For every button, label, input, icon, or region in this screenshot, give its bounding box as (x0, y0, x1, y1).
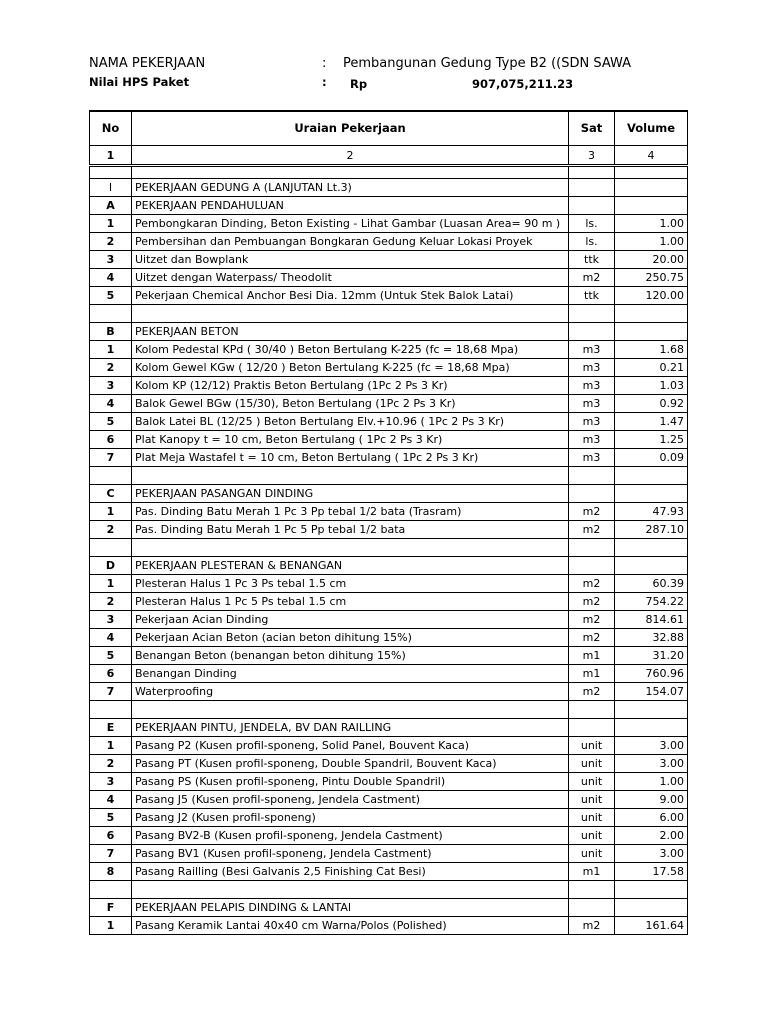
row-description: Pasang PS (Kusen profil-sponeng, Pintu Double Spandril) (132, 773, 569, 791)
row-no (90, 701, 132, 719)
row-description (132, 701, 569, 719)
row-unit: unit (569, 773, 615, 791)
row-unit: m2 (569, 629, 615, 647)
table-row (90, 755, 688, 773)
row-volume (615, 539, 688, 557)
table-row (90, 845, 688, 863)
row-volume: 9.00 (615, 791, 688, 809)
row-volume: 754.22 (615, 593, 688, 611)
row-description: Pekerjaan Acian Dinding (132, 611, 569, 629)
row-unit: m1 (569, 863, 615, 881)
row-no: 7 (90, 449, 132, 467)
row-no: B (90, 323, 132, 341)
blank-row (90, 701, 688, 719)
row-no: 5 (90, 413, 132, 431)
row-unit: m3 (569, 413, 615, 431)
col-header-sat: Sat (569, 111, 615, 146)
col-header-uraian: Uraian Pekerjaan (132, 111, 569, 146)
row-no: 1 (90, 215, 132, 233)
row-volume: 814.61 (615, 611, 688, 629)
hps-value: 907,075,211.23 (472, 77, 574, 91)
row-unit: m3 (569, 431, 615, 449)
row-description: PEKERJAAN PENDAHULUAN (132, 197, 569, 215)
row-volume: 0.09 (615, 449, 688, 467)
row-unit (569, 166, 615, 179)
col-number-2: 2 (132, 146, 569, 166)
row-no: 2 (90, 593, 132, 611)
row-description (132, 539, 569, 557)
table-row (90, 917, 688, 935)
row-volume (615, 899, 688, 917)
row-description: Waterproofing (132, 683, 569, 701)
row-unit: m3 (569, 449, 615, 467)
row-no: 6 (90, 431, 132, 449)
row-volume: 154.07 (615, 683, 688, 701)
row-no: 3 (90, 251, 132, 269)
row-volume: 1.03 (615, 377, 688, 395)
section-row (90, 485, 688, 503)
row-description: Plesteran Halus 1 Pc 5 Ps tebal 1.5 cm (132, 593, 569, 611)
row-no: 5 (90, 809, 132, 827)
row-volume: 1.00 (615, 773, 688, 791)
row-volume: 1.00 (615, 233, 688, 251)
row-unit: ls. (569, 215, 615, 233)
hps-label: Nilai HPS Paket (89, 75, 190, 89)
row-unit (569, 539, 615, 557)
table-row (90, 665, 688, 683)
row-description (132, 305, 569, 323)
row-description: Pasang PT (Kusen profil-sponeng, Double Spandril, Bouvent Kaca) (132, 755, 569, 773)
row-volume: 3.00 (615, 737, 688, 755)
row-volume: 2.00 (615, 827, 688, 845)
row-description: Plesteran Halus 1 Pc 3 Ps tebal 1.5 cm (132, 575, 569, 593)
row-description: Pekerjaan Chemical Anchor Besi Dia. 12mm (Untuk Stek Balok Latai) (132, 287, 569, 305)
row-description (132, 881, 569, 899)
row-no: 2 (90, 755, 132, 773)
row-unit (569, 323, 615, 341)
row-volume (615, 881, 688, 899)
col-number-4: 4 (615, 146, 688, 166)
row-description: Plat Meja Wastafel t = 10 cm, Beton Bertulang ( 1Pc 2 Ps 3 Kr) (132, 449, 569, 467)
table-row (90, 341, 688, 359)
boq-table (89, 110, 688, 935)
row-unit (569, 701, 615, 719)
row-unit: m3 (569, 341, 615, 359)
row-unit: unit (569, 809, 615, 827)
blank-row (90, 467, 688, 485)
row-description: PEKERJAAN PLESTERAN & BENANGAN (132, 557, 569, 575)
row-unit: m3 (569, 377, 615, 395)
row-no: 8 (90, 863, 132, 881)
row-description: Pasang BV2-B (Kusen profil-sponeng, Jendela Castment) (132, 827, 569, 845)
table-row (90, 863, 688, 881)
hps-currency: Rp (350, 77, 368, 91)
table-row (90, 629, 688, 647)
row-volume: 3.00 (615, 845, 688, 863)
row-no (90, 166, 132, 179)
col-number-3: 3 (569, 146, 615, 166)
section-row (90, 719, 688, 737)
table-row (90, 683, 688, 701)
row-unit: m2 (569, 521, 615, 539)
row-no: 5 (90, 287, 132, 305)
row-unit (569, 485, 615, 503)
row-no: 7 (90, 683, 132, 701)
project-name-value: Pembangunan Gedung Type B2 ((SDN SAWA (343, 56, 632, 71)
row-volume: 250.75 (615, 269, 688, 287)
row-unit: unit (569, 827, 615, 845)
row-description: Pasang P2 (Kusen profil-sponeng, Solid Panel, Bouvent Kaca) (132, 737, 569, 755)
row-unit (569, 467, 615, 485)
row-volume: 20.00 (615, 251, 688, 269)
table-header-row (90, 111, 688, 146)
row-no: 1 (90, 341, 132, 359)
table-row (90, 431, 688, 449)
row-no: 2 (90, 233, 132, 251)
row-description: Pasang Railling (Besi Galvanis 2,5 Finishing Cat Besi) (132, 863, 569, 881)
row-volume (615, 197, 688, 215)
row-no: 3 (90, 611, 132, 629)
col-header-volume: Volume (615, 111, 688, 146)
column-number-row (90, 146, 688, 166)
row-volume: 760.96 (615, 665, 688, 683)
row-unit: unit (569, 755, 615, 773)
row-no: A (90, 197, 132, 215)
section-row (90, 179, 688, 197)
row-description: Pembersihan dan Pembuangan Bongkaran Gedung Keluar Lokasi Proyek (132, 233, 569, 251)
row-volume: 1.47 (615, 413, 688, 431)
row-description: PEKERJAAN PINTU, JENDELA, BV DAN RAILLING (132, 719, 569, 737)
row-volume: 0.92 (615, 395, 688, 413)
row-unit: m3 (569, 395, 615, 413)
row-unit: m2 (569, 269, 615, 287)
row-no: 4 (90, 791, 132, 809)
row-description (132, 467, 569, 485)
row-unit (569, 305, 615, 323)
row-description: Benangan Beton (benangan beton dihitung 15%) (132, 647, 569, 665)
table-row (90, 413, 688, 431)
table-row (90, 449, 688, 467)
row-volume: 287.10 (615, 521, 688, 539)
row-unit: m2 (569, 575, 615, 593)
row-unit (569, 899, 615, 917)
row-volume: 47.93 (615, 503, 688, 521)
row-unit: m2 (569, 593, 615, 611)
row-no: 7 (90, 845, 132, 863)
row-description: Pasang J2 (Kusen profil-sponeng) (132, 809, 569, 827)
project-name-colon: : (322, 56, 327, 71)
row-unit: m1 (569, 647, 615, 665)
row-unit: m2 (569, 683, 615, 701)
table-row (90, 773, 688, 791)
row-no: E (90, 719, 132, 737)
hps-colon: : (322, 75, 327, 89)
row-volume: 3.00 (615, 755, 688, 773)
row-no: I (90, 179, 132, 197)
row-no: 4 (90, 269, 132, 287)
row-volume (615, 557, 688, 575)
row-description: Pembongkaran Dinding, Beton Existing - Lihat Gambar (Luasan Area= 90 m ) (132, 215, 569, 233)
row-description: Balok Gewel BGw (15/30), Beton Bertulang (1Pc 2 Ps 3 Kr) (132, 395, 569, 413)
row-volume (615, 719, 688, 737)
row-volume (615, 323, 688, 341)
row-no: 5 (90, 647, 132, 665)
row-volume: 17.58 (615, 863, 688, 881)
row-no: 4 (90, 395, 132, 413)
table-row (90, 791, 688, 809)
row-description: PEKERJAAN BETON (132, 323, 569, 341)
row-unit (569, 179, 615, 197)
row-volume (615, 166, 688, 179)
row-no: 1 (90, 737, 132, 755)
table-row (90, 251, 688, 269)
row-unit: ttk (569, 287, 615, 305)
table-row (90, 359, 688, 377)
row-description: PEKERJAAN GEDUNG A (LANJUTAN Lt.3) (132, 179, 569, 197)
blank-row (90, 539, 688, 557)
row-unit (569, 197, 615, 215)
col-header-no: No (90, 111, 132, 146)
col-number-1: 1 (90, 146, 132, 166)
table-row (90, 593, 688, 611)
row-no: 2 (90, 521, 132, 539)
row-description (132, 166, 569, 179)
row-volume: 32.88 (615, 629, 688, 647)
table-row (90, 521, 688, 539)
table-row (90, 215, 688, 233)
section-row (90, 557, 688, 575)
row-description: Benangan Dinding (132, 665, 569, 683)
row-description: Plat Kanopy t = 10 cm, Beton Bertulang ( 1Pc 2 Ps 3 Kr) (132, 431, 569, 449)
row-no (90, 305, 132, 323)
row-unit (569, 557, 615, 575)
project-name-label: NAMA PEKERJAAN (89, 56, 206, 71)
row-volume: 1.25 (615, 431, 688, 449)
row-description: Uitzet dan Bowplank (132, 251, 569, 269)
row-description: PEKERJAAN PASANGAN DINDING (132, 485, 569, 503)
row-unit: unit (569, 845, 615, 863)
row-no: 1 (90, 575, 132, 593)
table-row (90, 827, 688, 845)
row-description: Pasang BV1 (Kusen profil-sponeng, Jendela Castment) (132, 845, 569, 863)
section-row (90, 899, 688, 917)
row-volume (615, 701, 688, 719)
row-unit: m2 (569, 611, 615, 629)
row-description: Pasang J5 (Kusen profil-sponeng, Jendela Castment) (132, 791, 569, 809)
table-row (90, 503, 688, 521)
table-row (90, 809, 688, 827)
row-no (90, 467, 132, 485)
row-description: Kolom KP (12/12) Praktis Beton Bertulang (1Pc 2 Ps 3 Kr) (132, 377, 569, 395)
blank-row (90, 166, 688, 179)
section-row (90, 197, 688, 215)
table-row (90, 395, 688, 413)
blank-row (90, 305, 688, 323)
row-no: 1 (90, 917, 132, 935)
row-volume (615, 179, 688, 197)
row-description: Balok Latei BL (12/25 ) Beton Bertulang Elv.+10.96 ( 1Pc 2 Ps 3 Kr) (132, 413, 569, 431)
table-row (90, 377, 688, 395)
row-volume: 120.00 (615, 287, 688, 305)
row-no: D (90, 557, 132, 575)
table-row (90, 269, 688, 287)
row-unit: ttk (569, 251, 615, 269)
table-row (90, 233, 688, 251)
row-unit (569, 719, 615, 737)
table-row (90, 737, 688, 755)
row-unit: unit (569, 791, 615, 809)
row-description: Pasang Keramik Lantai 40x40 cm Warna/Polos (Polished) (132, 917, 569, 935)
row-volume (615, 485, 688, 503)
boq-body (90, 166, 688, 935)
row-no: 6 (90, 827, 132, 845)
row-no: C (90, 485, 132, 503)
row-no: 4 (90, 629, 132, 647)
row-volume: 31.20 (615, 647, 688, 665)
row-no: 3 (90, 377, 132, 395)
row-no: F (90, 899, 132, 917)
section-row (90, 323, 688, 341)
table-row (90, 611, 688, 629)
row-unit: ls. (569, 233, 615, 251)
row-volume: 1.00 (615, 215, 688, 233)
row-description: Uitzet dengan Waterpass/ Theodolit (132, 269, 569, 287)
row-volume: 1.68 (615, 341, 688, 359)
table-row (90, 575, 688, 593)
row-volume: 60.39 (615, 575, 688, 593)
row-no: 1 (90, 503, 132, 521)
row-no (90, 539, 132, 557)
row-no: 3 (90, 773, 132, 791)
row-description: PEKERJAAN PELAPIS DINDING & LANTAI (132, 899, 569, 917)
row-no: 6 (90, 665, 132, 683)
row-unit (569, 881, 615, 899)
blank-row (90, 881, 688, 899)
row-description: Pekerjaan Acian Beton (acian beton dihitung 15%) (132, 629, 569, 647)
row-volume: 6.00 (615, 809, 688, 827)
row-unit: m2 (569, 917, 615, 935)
row-volume (615, 305, 688, 323)
row-unit: m3 (569, 359, 615, 377)
row-description: Pas. Dinding Batu Merah 1 Pc 3 Pp tebal 1/2 bata (Trasram) (132, 503, 569, 521)
row-unit: m2 (569, 503, 615, 521)
row-volume (615, 467, 688, 485)
row-description: Kolom Pedestal KPd ( 30/40 ) Beton Bertulang K-225 (fc = 18,68 Mpa) (132, 341, 569, 359)
row-description: Pas. Dinding Batu Merah 1 Pc 5 Pp tebal 1/2 bata (132, 521, 569, 539)
row-description: Kolom Gewel KGw ( 12/20 ) Beton Bertulang K-225 (fc = 18,68 Mpa) (132, 359, 569, 377)
table-row (90, 287, 688, 305)
row-no (90, 881, 132, 899)
row-no: 2 (90, 359, 132, 377)
row-volume: 161.64 (615, 917, 688, 935)
row-volume: 0.21 (615, 359, 688, 377)
row-unit: m1 (569, 665, 615, 683)
table-row (90, 647, 688, 665)
row-unit: unit (569, 737, 615, 755)
